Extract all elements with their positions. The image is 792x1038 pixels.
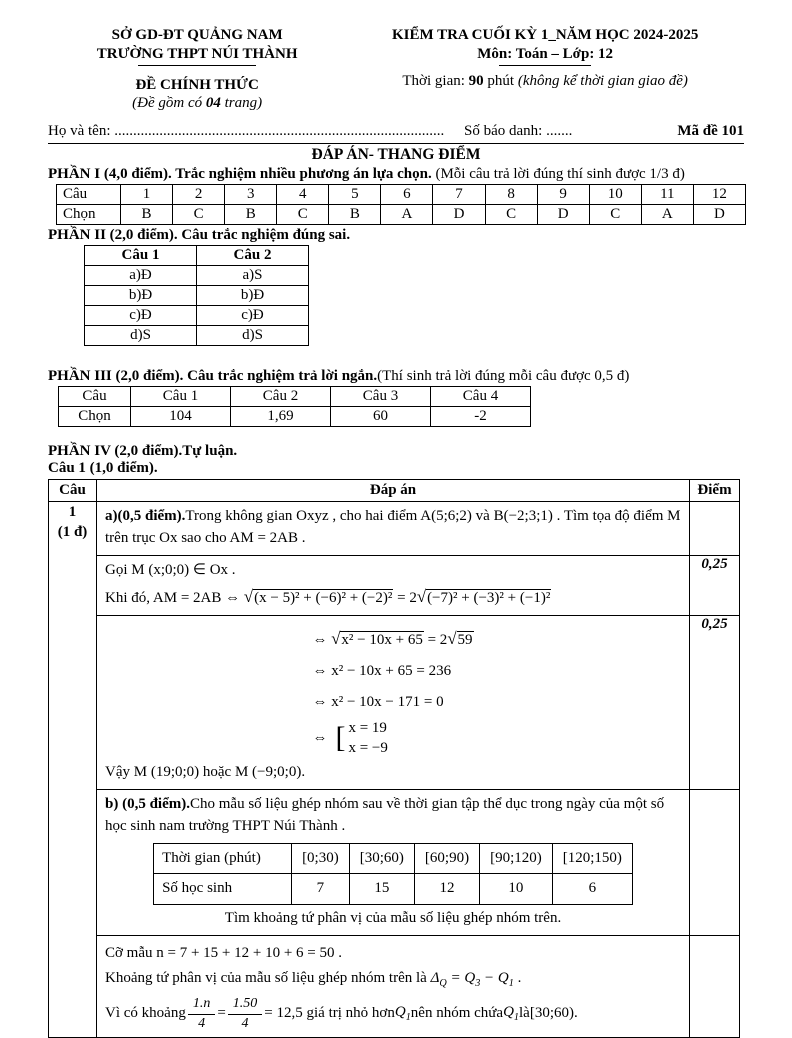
header-left-rule: [138, 65, 256, 66]
column-header-cau: Câu: [49, 480, 97, 502]
part1-heading-note: (Mỗi câu trả lời đúng thí sinh được 1/3 đ): [431, 166, 685, 182]
equation-block: [312, 622, 473, 758]
setup-cell: [97, 555, 690, 616]
conclusion-line: Vậy M (19;0;0) hoặc M (−9;0;0).: [105, 764, 306, 781]
answer-cell: b)Đ: [197, 286, 309, 306]
subject-grade: Môn: Toán – Lớp: 12: [477, 45, 614, 62]
iqr-definition-line: [105, 968, 681, 992]
fraction: [228, 996, 263, 1031]
points-cell: [690, 790, 740, 936]
text-segment: (Đề gồm có: [132, 95, 206, 112]
question-number-cell: [49, 502, 97, 1038]
q1-subscript: 1: [508, 977, 514, 989]
fraction-numerator: 1.n: [188, 996, 216, 1014]
answer-cell: c)Đ: [197, 306, 309, 326]
math-segment: = Q: [446, 969, 476, 986]
math-segment: − Q: [480, 969, 509, 986]
answer-cell: 60: [331, 407, 431, 427]
answer-cell: 1,69: [231, 407, 331, 427]
radicand: (−7)² + (−3)² + (−1)²: [427, 590, 551, 607]
sqrt-expression: [244, 590, 393, 606]
header-right-block: [346, 26, 744, 113]
part1-question-row: [57, 185, 746, 205]
question-number-cell: 4: [277, 185, 329, 205]
column-header: Câu 1: [131, 387, 231, 407]
duration-note: (không kể thời gian giao đề): [517, 72, 688, 89]
document-header: [48, 26, 744, 113]
part1-answer-row: [57, 205, 746, 225]
part2-true-false-table: [84, 245, 309, 346]
equation-line: ⇔ x² − 10x − 171 = 0: [312, 694, 444, 711]
radicand: (x − 5)² + (−6)² + (−2)²: [254, 590, 393, 607]
quartile-cell: [97, 935, 690, 1037]
equivalence-arrow: ⇔: [312, 729, 328, 746]
equation-segment: ⇔: [312, 632, 332, 648]
row-label-cell: Chọn: [57, 205, 121, 225]
part-a-text: Trong không gian Oxyz , cho hai điểm A(5;6;2) và B(−2;3;1) . Tìm tọa độ điểm M trên trục Ox sao cho AM = 2AB .: [105, 508, 681, 546]
answer-cell: d)S: [85, 326, 197, 346]
q1-group-line: [105, 996, 681, 1031]
q1-symbol: [395, 1002, 411, 1026]
question-number-cell: 9: [537, 185, 589, 205]
fraction-denominator: 4: [241, 1015, 249, 1031]
department-name: SỞ GD-ĐT QUẢNG NAM: [111, 27, 283, 43]
answer-cell: D: [693, 205, 745, 225]
setup-line: Gọi M (x;0;0) ∈ Ox .: [105, 561, 236, 578]
text-segment: .: [513, 969, 522, 986]
column-header-dapan: Đáp án: [97, 480, 690, 502]
interval-text: [30;60): [529, 1005, 574, 1022]
column-header: Câu 3: [331, 387, 431, 407]
part2-heading: PHẦN II (2,0 điểm). Câu trắc nghiệm đúng sai.: [48, 227, 351, 243]
spacer: [48, 427, 744, 441]
question-number-cell: 10: [589, 185, 641, 205]
text-segment: phút: [483, 72, 518, 89]
cases-bracket: [: [335, 721, 346, 755]
solution-row-c: [49, 935, 740, 1037]
statement-b-cell: [97, 790, 690, 936]
part4-question1-heading: Câu 1 (1,0 điểm).: [48, 460, 158, 476]
answer-cell: C: [485, 205, 537, 225]
answer-cell: c)Đ: [85, 306, 197, 326]
part2-row: [85, 266, 309, 286]
fraction: [188, 996, 216, 1031]
spacer: [48, 346, 744, 366]
question-number-cell: 3: [225, 185, 277, 205]
delta-symbol: Δ: [430, 969, 440, 986]
equation-line: [105, 585, 681, 610]
case-line: x = −9: [348, 740, 388, 757]
grouped-data-values-row: [154, 874, 633, 905]
interval-cell: [90;120): [480, 843, 553, 874]
question-number-cell: 2: [173, 185, 225, 205]
text-segment: nên nhóm chứa: [410, 1005, 504, 1022]
part4-heading: PHẦN IV (2,0 điểm).Tự luận.: [48, 443, 238, 459]
text-segment: .: [574, 1005, 578, 1022]
grouped-data-header-row: [154, 843, 633, 874]
points-cell: [690, 502, 740, 556]
question-number-cell: 5: [329, 185, 381, 205]
equation-line: [312, 622, 473, 656]
solution-row-a-statement: [49, 502, 740, 556]
equation-segment: = 2: [393, 590, 417, 607]
frequency-cell: 10: [480, 874, 553, 905]
text-segment: Khoảng tứ phân vị của mẫu số liệu ghép nhóm trên là: [105, 969, 431, 986]
question-number-cell: 12: [693, 185, 745, 205]
candidate-number-line: Số báo danh: .......: [464, 123, 573, 139]
math-segment: =: [217, 1005, 226, 1022]
column-header: Câu 2: [231, 387, 331, 407]
exam-title: KIỂM TRA CUỐI KỲ 1_NĂM HỌC 2024-2025: [391, 27, 699, 43]
part2-row: [85, 286, 309, 306]
question-number-cell: 8: [485, 185, 537, 205]
grouped-data-table: [153, 843, 633, 906]
full-name-line: Họ và tên: ........................................................................................: [48, 123, 445, 139]
part2-row: [85, 306, 309, 326]
column-header: Câu 1: [85, 246, 197, 266]
sqrt-expression: [417, 590, 551, 606]
answer-cell: C: [589, 205, 641, 225]
frequency-cell: 7: [292, 874, 350, 905]
cases-line: [312, 718, 473, 759]
answer-cell: b)Đ: [85, 286, 197, 306]
answer-cell: B: [225, 205, 277, 225]
part3-short-answer-table: [58, 386, 531, 427]
fraction-denominator: 4: [198, 1015, 206, 1031]
sqrt-expression: [331, 632, 424, 648]
row-label-cell: Câu: [57, 185, 121, 205]
frequency-cell: 12: [414, 874, 479, 905]
part3-heading-note: (Thí sinh trả lời đúng mỗi câu được 0,5 đ): [377, 368, 630, 384]
interval-cell: [60;90): [414, 843, 479, 874]
question-points: (1 đ): [57, 524, 88, 541]
math-segment: [430, 969, 514, 989]
question-number-cell: 1: [121, 185, 173, 205]
points-cell: 0,25: [690, 555, 740, 616]
part-b-question-line: Tìm khoảng tứ phân vị của mẫu số liệu ghép nhóm trên.: [224, 910, 562, 927]
question-number-cell: 11: [641, 185, 693, 205]
radicand: x² − 10x + 65: [341, 632, 423, 648]
part-b-text: Cho mẫu số liệu ghép nhóm sau về thời gian tập thể dục trong ngày của một số học sinh nam trường THPT Núi Thành .: [105, 796, 665, 834]
interval-cell: [120;150): [552, 843, 632, 874]
column-header: Câu 2: [197, 246, 309, 266]
math-segment: Q: [503, 1004, 514, 1021]
points-cell: 0,25: [690, 616, 740, 790]
page-count-note: [48, 94, 346, 113]
exam-code: Mã đề 101: [677, 123, 744, 139]
part4-solution-table: [48, 479, 740, 1038]
interval-cell: [30;60): [349, 843, 414, 874]
q3-subscript: 3: [475, 977, 481, 989]
q1-subscript: 1: [405, 1012, 411, 1024]
duration-minutes: 90: [468, 72, 484, 89]
answer-cell: a)S: [197, 266, 309, 286]
equation-segment: = 2: [423, 632, 448, 648]
part3-header-row: [59, 387, 531, 407]
interval-cell: [0;30): [292, 843, 350, 874]
part1-heading: [48, 166, 744, 183]
text-segment: trang): [220, 95, 263, 112]
part3-heading: [48, 368, 744, 385]
part1-answers-table: [56, 184, 746, 225]
q1-subscript: 1: [513, 1012, 519, 1024]
solution-row-solve: [49, 616, 740, 790]
page-count-number: 04: [205, 95, 221, 112]
sqrt-expression: [447, 632, 473, 648]
answer-cell: a)Đ: [85, 266, 197, 286]
delta-subscript: Q: [439, 977, 447, 989]
candidate-info-row: [48, 123, 744, 144]
text-segment: là: [519, 1005, 530, 1022]
solution-row-b: [49, 790, 740, 936]
answer-cell: D: [433, 205, 485, 225]
case-line: x = 19: [348, 719, 387, 736]
math-segment: Q: [394, 1004, 406, 1021]
question-number-cell: 6: [381, 185, 433, 205]
school-name: TRƯỜNG THPT NÚI THÀNH: [96, 45, 298, 62]
answer-cell: B: [121, 205, 173, 225]
row-label-cell: Thời gian (phút): [154, 843, 292, 874]
points-cell: [690, 935, 740, 1037]
part-a-label: a)(0,5 điểm).: [105, 508, 186, 524]
answer-cell: -2: [431, 407, 531, 427]
solution-row-setup: [49, 555, 740, 616]
solve-cell: [97, 616, 690, 790]
statement-a-cell: [97, 502, 690, 556]
part2-header-row: [85, 246, 309, 266]
solution-table-header-row: [49, 480, 740, 502]
column-header: Câu 4: [431, 387, 531, 407]
part2-row: [85, 326, 309, 346]
answer-cell: 104: [131, 407, 231, 427]
duration-line: [346, 72, 744, 91]
answer-cell: A: [641, 205, 693, 225]
sample-size-line: Cỡ mẫu n = 7 + 15 + 12 + 10 + 6 = 50 .: [105, 944, 343, 961]
question-number: 1: [68, 504, 77, 520]
part-b-label: b) (0,5 điểm).: [105, 796, 190, 813]
answer-cell: A: [381, 205, 433, 225]
official-exam-label: ĐỀ CHÍNH THỨC: [135, 76, 259, 93]
radicand: 59: [457, 632, 473, 648]
cases-stack: [348, 718, 387, 759]
text-segment: = 12,5 giá trị nhỏ hơn: [264, 1005, 395, 1022]
part3-heading-bold: PHẦN III (2,0 điểm). Câu trắc nghiệm trả lời ngắn.: [48, 368, 378, 384]
column-header-diem: Điểm: [690, 480, 740, 502]
answer-key-title: ĐÁP ÁN- THANG ĐIỂM: [311, 146, 481, 163]
answer-cell: C: [277, 205, 329, 225]
frequency-cell: 6: [552, 874, 632, 905]
text-segment: Vì có khoảng: [105, 1005, 186, 1022]
part1-heading-bold: PHẦN I (4,0 điểm). Trắc nghiệm nhiều phương án lựa chọn.: [48, 166, 432, 182]
q1-symbol: [503, 1002, 519, 1026]
answer-cell: B: [329, 205, 381, 225]
part3-answer-row: [59, 407, 531, 427]
row-label-cell: Câu: [59, 387, 131, 407]
part-b-statement: [105, 794, 681, 838]
answer-cell: C: [173, 205, 225, 225]
header-right-rule: [499, 65, 591, 66]
row-label-cell: Chọn: [59, 407, 131, 427]
equation-segment: Khi đó, AM = 2AB ⇔: [105, 590, 244, 607]
header-left-block: [48, 26, 346, 113]
question-number-cell: 7: [433, 185, 485, 205]
row-label-cell: Số học sinh: [154, 874, 292, 905]
frequency-cell: 15: [349, 874, 414, 905]
answer-cell: D: [537, 205, 589, 225]
text-segment: Thời gian:: [402, 72, 469, 89]
answer-cell: d)S: [197, 326, 309, 346]
equation-line: ⇔ x² − 10x + 65 = 236: [312, 663, 452, 680]
fraction-numerator: 1.50: [228, 996, 263, 1014]
